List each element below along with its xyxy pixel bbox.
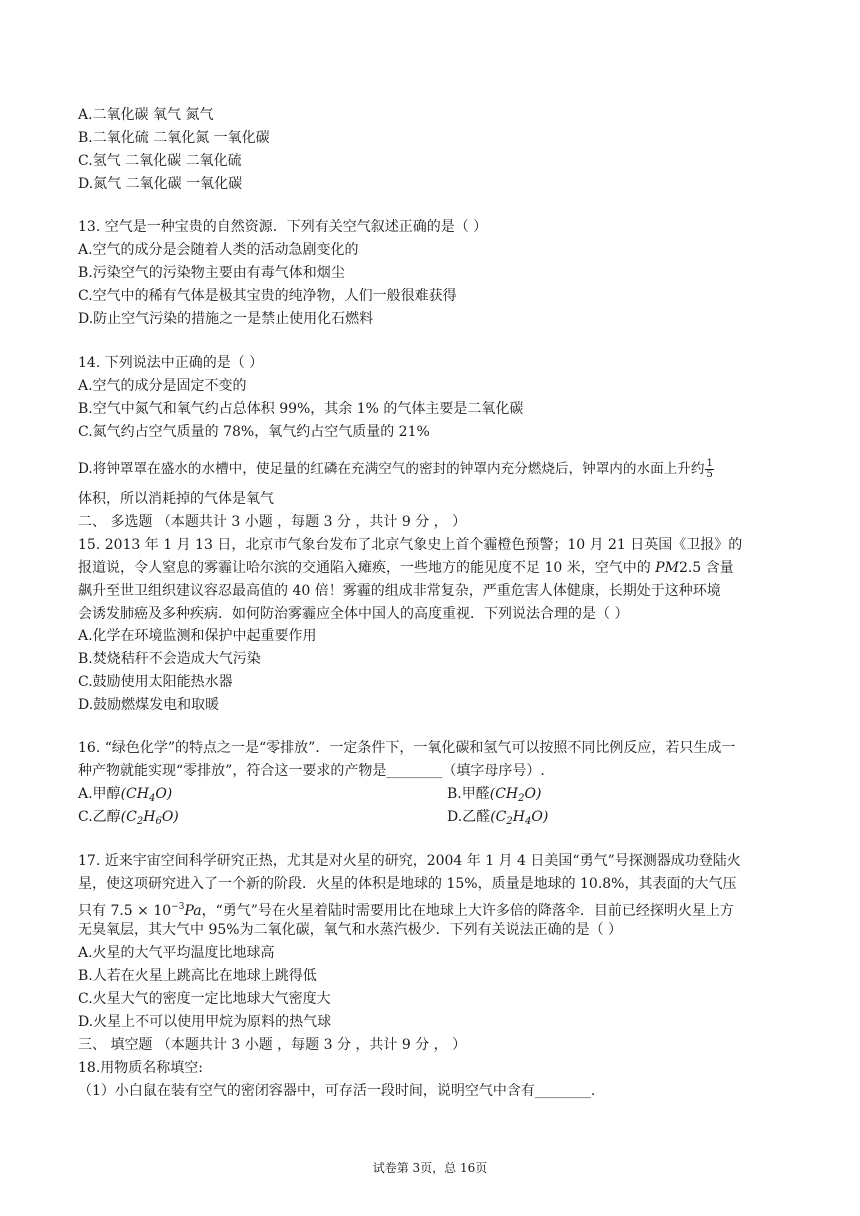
q14-option-d-continued: 体积，所以消耗掉的气体是氧气 [78,491,274,507]
pressure-unit: Pa [184,903,202,919]
formula-c2h6o: $(C_2H_6O)$ [120,809,179,827]
page-footer: 试卷第 3页，总 16页 [372,1161,488,1175]
q15-option-b: B.焚烧秸秆不会造成大气污染 [78,651,261,667]
q13-option-b: B.污染空气的污染物主要由有毒气体和烟尘 [78,265,345,281]
q12-option-a: A.二氧化碳 氧气 氮气 [78,107,214,123]
q17-option-b: B.人若在火星上跳高比在地球上跳得低 [78,968,317,984]
q14-stem: 14. 下列说法中正确的是（ ） [78,355,264,371]
q15-option-c: C.鼓励使用太阳能热水器 [78,674,233,690]
pm-symbol: PM [655,560,679,576]
q13-stem: 13. 空气是一种宝贵的自然资源．下列有关空气叙述正确的是（ ） [78,219,488,235]
q12-option-c: C.氢气 二氧化碳 二氧化硫 [78,153,242,169]
section-3-heading: 三、 填空题 （本题共计 3 小题 ，每题 3 分 ，共计 9 分 ， ） [78,1037,467,1053]
q14-option-c: C.氮气约占空气质量的 78%，氧气约占空气质量的 21% [78,424,430,440]
q17-stem-line-2: 星，使这项研究进入了一个新的阶段．火星的体积是地球的 15%，质量是地球的 10.8%，其表面的大气压 [78,876,737,892]
formula-ch4o: $(CH_4O)$ [120,786,173,804]
q17-stem-line-3: 只有 $7.5 \times 10^{-3}Pa$，“勇气”号在火星着陆时需要用比在地球上大许多倍的降落伞．目前已经探明火星上方 [78,902,734,919]
q16-option-b: B.甲醛$(CH_2O)$ [447,786,542,804]
q14-option-d-text: D.将钟罩罩在盛水的水槽中，使足量的红磷在充满空气的密封的钟罩内充分燃烧后，钟罩内的水面上升约 [78,461,705,477]
q15-option-d: D.鼓励燃煤发电和取暖 [78,697,220,713]
q12-option-b: B.二氧化硫 二氧化氮 一氧化碳 [78,130,270,146]
q16-stem-line-1: 16. “绿色化学”的特点之一是“零排放”．一定条件下，一氧化碳和氢气可以按照不同比例反应，若只生成一 [78,740,736,756]
q15-stem-line-3: 飙升至世卫组织建议容忍最高值的 40 倍！雾霾的组成非常复杂，严重危害人体健康，长期处于这种环境 [78,583,721,599]
q16-option-c: C.乙醇$(C_2H_6O)$ [78,809,179,827]
q18-part-1: （1）小白鼠在装有空气的密闭容器中，可存活一段时间，说明空气中含有________. [78,1083,596,1099]
q17-stem-line-4: 无臭氧层，其大气中 95%为二氧化碳，氧气和水蒸汽极少．下列有关说法正确的是（ ） [78,922,623,938]
q13-option-c: C.空气中的稀有气体是极其宝贵的纯净物，人们一般很难获得 [78,288,457,304]
fraction-one-fifth: $\frac{1}{5}$ [706,458,713,480]
exponent: −3 [171,902,185,912]
q17-stem-line-1: 17. 近来宇宙空间科学研究正热，尤其是对火星的研究，2004 年 1 月 4 日美国“勇气”号探测器成功登陆火 [78,853,741,869]
q13-option-a: A.空气的成分是会随着人类的活动急剧变化的 [78,242,359,258]
q14-option-d [78,455,714,483]
q15-stem-line-1: 15. 2013 年 1 月 13 日，北京市气象台发布了北京气象史上首个霾橙色预警；10 月 21 日英国《卫报》的 [78,537,743,553]
q17-option-a: A.火星的大气平均温度比地球高 [78,945,275,961]
q17-option-d: D.火星上不可以使用甲烷为原料的热气球 [78,1014,332,1030]
q16-stem-line-2: 种产物就能实现“零排放”，符合这一要求的产物是________（填字母序号）. [78,763,545,779]
q16-option-d: D.乙醛$(C_2H_4O)$ [447,809,549,827]
q13-option-d: D.防止空气污染的措施之一是禁止使用化石燃料 [78,311,374,327]
q14-option-b: B.空气中氮气和氧气约占总体积 99%，其余 1% 的气体主要是二氧化碳 [78,401,524,417]
section-2-heading: 二、 多选题 （本题共计 3 小题 ，每题 3 分 ，共计 9 分 ， ） [78,514,467,530]
q16-option-a: A.甲醇$(CH_4O)$ [78,786,173,804]
q18-stem: 18.用物质名称填空: [78,1060,203,1076]
q12-option-d: D.氮气 二氧化碳 一氧化碳 [78,176,243,192]
q15-stem-line-2: 报道说，令人窒息的雾霾让哈尔滨的交通陷入瘫痪，一些地方的能见度不足 10 米，空气中的 PM2.5 含量 [78,560,734,576]
formula-c2h4o: $(C_2H_4O)$ [490,809,549,827]
q17-option-c: C.火星大气的密度一定比地球大气密度大 [78,991,331,1007]
q14-option-a: A.空气的成分是固定不变的 [78,378,247,394]
q15-option-a: A.化学在环境监测和保护中起重要作用 [78,628,317,644]
q15-stem-line-4: 会诱发肺癌及多种疾病．如何防治雾霾应全体中国人的高度重视．下列说法合理的是（ ） [78,606,629,622]
formula-ch2o: $(CH_2O)$ [489,786,542,804]
